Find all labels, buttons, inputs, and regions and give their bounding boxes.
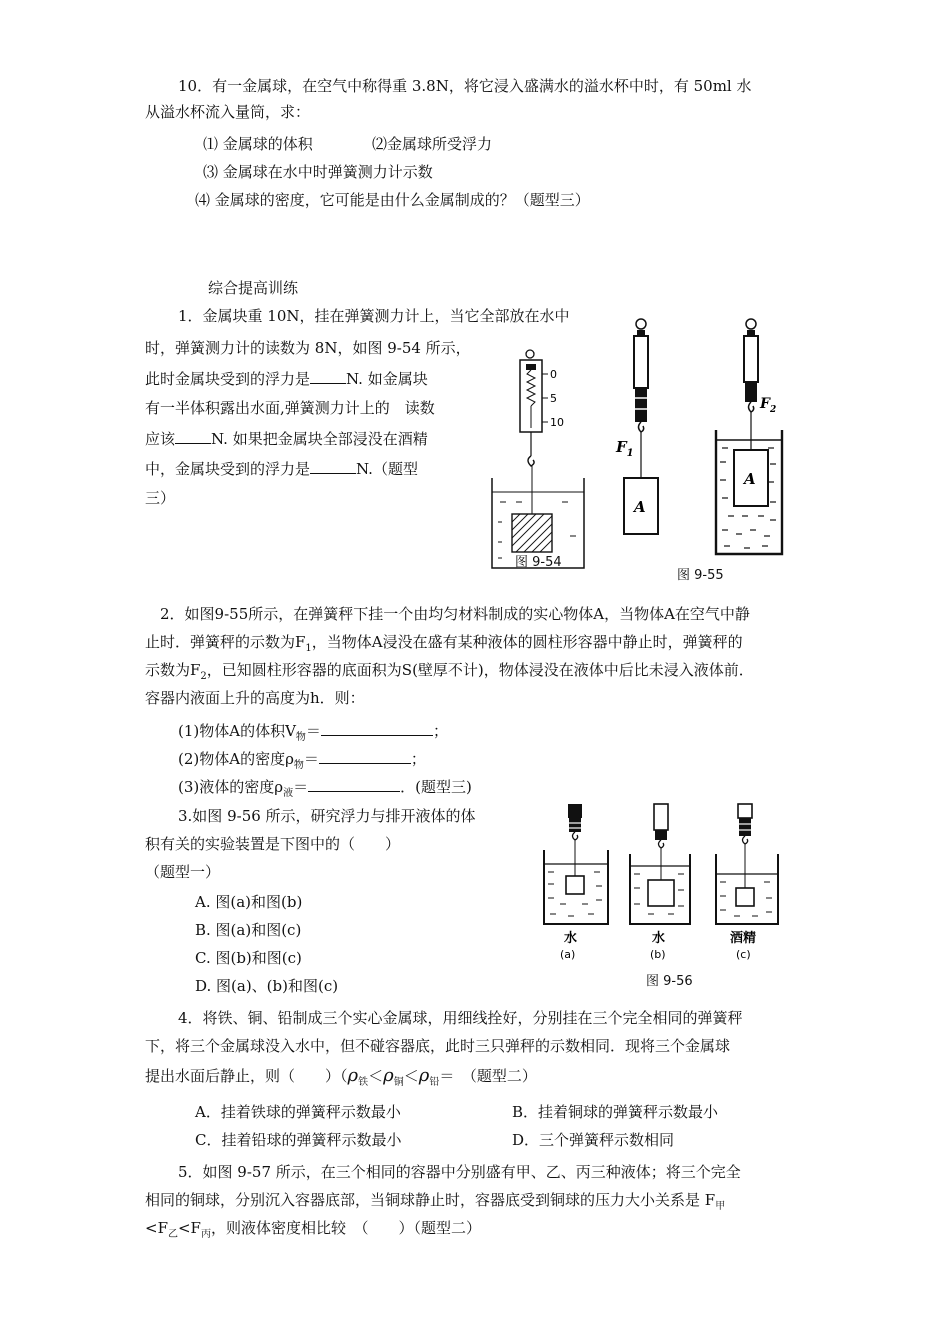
label-a: A bbox=[744, 470, 756, 488]
hook-icon bbox=[749, 402, 754, 412]
subscript: 铅 bbox=[429, 1077, 440, 1088]
q2-text: (1)物体A的体积V bbox=[178, 722, 296, 740]
q3-line-2: 积有关的实验装置是下图中的（ ） bbox=[145, 835, 401, 853]
label-f2: $F_2$ bbox=[760, 396, 777, 415]
scale-body bbox=[744, 336, 758, 382]
q2-sub-3 bbox=[178, 776, 472, 804]
figure-9-56 bbox=[538, 800, 788, 970]
answer-blank-3[interactable] bbox=[310, 458, 356, 474]
q1-text: N. 如果把金属块全部浸没在酒精 bbox=[211, 430, 428, 448]
rho-symbol: ρ bbox=[418, 1065, 430, 1086]
scale-body bbox=[634, 336, 648, 388]
q4-line-1: 4．将铁、铜、铅制成三个实心金属球，用细线拴好，分别挂在三个完全相同的弹簧秤 bbox=[178, 1009, 743, 1027]
less-than: ＜ bbox=[403, 1067, 419, 1085]
hook-icon bbox=[573, 832, 578, 840]
scale-tick-label: 0 bbox=[550, 368, 557, 381]
q3-line-3: （题型一） bbox=[145, 863, 221, 881]
q5-line-1: 5．如图 9-57 所示，在三个相同的容器中分别盛有甲、乙、丙三种液体；将三个完全 bbox=[178, 1163, 741, 1181]
subscript: 液 bbox=[283, 788, 294, 799]
subscript: 物 bbox=[293, 760, 304, 771]
q4-option-a[interactable]: A．挂着铁球的弹簧秤示数最小 bbox=[195, 1103, 401, 1121]
subscript: 甲 bbox=[715, 1201, 726, 1212]
q5-text: ，则液体密度相比较 （ ）（题型二） bbox=[210, 1219, 481, 1237]
figure-9-54 bbox=[486, 346, 604, 572]
q1-line-2: 时，弹簧测力计的读数为 8N，如图 9-54 所示， bbox=[145, 339, 471, 357]
q2-line-3 bbox=[145, 660, 754, 687]
q1-text: N.（题型 bbox=[356, 460, 418, 478]
q2-line-1: 2．如图9-55所示，在弹簧秤下挂一个由均匀材料制成的实心物体A，当物体A在空气中静 bbox=[160, 605, 750, 623]
q4-text: （题型二） bbox=[469, 1067, 537, 1085]
q2-text: 示数为F bbox=[145, 661, 201, 679]
q10-line-1: 10．有一金属球，在空气中称得重 3.8N，将它浸入盛满水的溢水杯中时，有 50ml 水 bbox=[178, 77, 752, 95]
q10-sub-2: ⑵金属球所受浮力 bbox=[372, 135, 493, 153]
q4-text: 提出水面后静止，则（ ）（ bbox=[145, 1067, 348, 1085]
q5-text: <F bbox=[177, 1219, 201, 1237]
scale-ring bbox=[746, 319, 756, 329]
q2-text: ； bbox=[410, 750, 426, 768]
scale-tick-label: 10 bbox=[550, 416, 564, 429]
q1-line-6 bbox=[145, 458, 418, 479]
label-water-a: 水 bbox=[564, 931, 578, 946]
subscript: 1 bbox=[305, 643, 312, 654]
answer-blank-2[interactable] bbox=[175, 428, 211, 444]
q2-text: ＝ bbox=[303, 750, 319, 768]
sublabel-a: (a) bbox=[560, 948, 576, 961]
q1-text: 中，金属块受到的浮力是 bbox=[145, 460, 311, 478]
q2-text: (2)物体A的密度ρ bbox=[178, 750, 294, 768]
q4-option-b[interactable]: B．挂着铜球的弹簧秤示数最小 bbox=[512, 1103, 719, 1121]
q3-option-d[interactable]: D. 图(a)、(b)和图(c) bbox=[195, 977, 339, 995]
q2-sub-2 bbox=[178, 748, 426, 776]
figure-9-55-caption: 图 9-55 bbox=[677, 568, 724, 583]
q2-text: (3)液体的密度ρ bbox=[178, 778, 284, 796]
subscript: 物 bbox=[295, 732, 306, 743]
q3-option-b[interactable]: B. 图(a)和图(c) bbox=[195, 921, 302, 939]
answer-blank-1[interactable] bbox=[310, 368, 346, 384]
figure-9-54-caption: 图 9-54 bbox=[515, 555, 562, 570]
q1-line-5 bbox=[145, 428, 428, 449]
subscript: 丙 bbox=[200, 1229, 211, 1240]
rho-symbol: ρ bbox=[347, 1065, 359, 1086]
q5-line-2 bbox=[145, 1190, 725, 1217]
q2-text: ，当物体A浸没在盛有某种液体的圆柱形容器中静止时，弹簧秤的 bbox=[311, 633, 743, 651]
label-f1: $F_1$ bbox=[616, 438, 634, 459]
q2-text: ； bbox=[432, 722, 448, 740]
figure-9-56-caption: 图 9-56 bbox=[646, 974, 693, 989]
q1-text: 此时金属块受到的浮力是 bbox=[145, 370, 311, 388]
sublabel-c: (c) bbox=[736, 948, 751, 961]
q2-sub-1 bbox=[178, 720, 448, 748]
q4-option-d[interactable]: D．三个弹簧秤示数相同 bbox=[512, 1131, 675, 1149]
hook-icon bbox=[743, 836, 748, 844]
q10-sub-3: ⑶ 金属球在水中时弹簧测力计示数 bbox=[203, 163, 433, 181]
subscript: 铁 bbox=[358, 1077, 369, 1088]
answer-blank-density-liquid[interactable] bbox=[308, 776, 400, 792]
scale-spring bbox=[635, 388, 647, 422]
q1-text: N. 如金属块 bbox=[346, 370, 428, 388]
q3-option-a[interactable]: A. 图(a)和图(b) bbox=[195, 893, 303, 911]
q1-line-3 bbox=[145, 368, 428, 389]
spring-coil bbox=[527, 370, 535, 406]
q2-line-2 bbox=[145, 632, 743, 659]
scale-tick-label: 5 bbox=[550, 392, 557, 405]
figure-9-55 bbox=[608, 312, 788, 562]
q5-line-3 bbox=[145, 1218, 481, 1245]
beaker-a bbox=[544, 804, 608, 924]
q1-line-1: 1．金属块重 10N，挂在弹簧测力计上，当它全部放在水中 bbox=[178, 307, 570, 325]
q4-option-c[interactable]: C．挂着铅球的弹簧秤示数最小 bbox=[195, 1131, 402, 1149]
q5-text: 相同的铜球，分别沉入容器底部，当铜球静止时，容器底受到铜球的压力大小关系是 F bbox=[145, 1191, 716, 1209]
q4-line-2: 下，将三个金属球没入水中，但不碰容器底，此时三只弹秤的示数相同．现将三个金属球 bbox=[145, 1037, 731, 1055]
q4-line-3 bbox=[145, 1066, 537, 1093]
q5-text: <F bbox=[145, 1219, 168, 1237]
label-a: A bbox=[634, 498, 646, 516]
answer-blank-volume[interactable] bbox=[321, 720, 433, 736]
rho-symbol: ρ bbox=[383, 1065, 394, 1086]
q10-sub-1: ⑴ 金属球的体积 bbox=[203, 135, 313, 153]
less-than: ＜ bbox=[368, 1067, 384, 1085]
section-title: 综合提高训练 bbox=[208, 279, 299, 297]
q3-option-c[interactable]: C. 图(b)和图(c) bbox=[195, 949, 302, 967]
q2-text: ．(题型三) bbox=[400, 778, 472, 796]
q2-text: 止时．弹簧秤的示数为F bbox=[145, 633, 306, 651]
q1-text: 应该 bbox=[145, 430, 176, 448]
sublabel-b: (b) bbox=[650, 948, 666, 961]
subscript: 乙 bbox=[167, 1229, 178, 1240]
q3-line-1: 3.如图 9-56 所示，研究浮力与排开液体的体 bbox=[178, 807, 476, 825]
subscript: 2 bbox=[200, 671, 207, 682]
scale-top-cap bbox=[526, 364, 536, 370]
q2-text: ，已知圆柱形容器的底面积为S(壁厚不计)，物体浸没在液体中后比未浸入液体前． bbox=[206, 661, 754, 679]
q10-line-2: 从溢水杯流入量筒，求： bbox=[145, 103, 311, 121]
hook-icon bbox=[528, 456, 534, 466]
beaker-c bbox=[716, 804, 778, 924]
answer-blank-density-object[interactable] bbox=[319, 748, 411, 764]
subscript: 铜 bbox=[393, 1077, 404, 1088]
q2-text: ＝ bbox=[293, 778, 309, 796]
q1-line-4: 有一半体积露出水面,弹簧测力计上的 读数 bbox=[145, 399, 435, 417]
q2-text: ＝ bbox=[305, 722, 321, 740]
scale-ring bbox=[526, 350, 534, 358]
beaker-b bbox=[630, 804, 690, 924]
q10-sub-4: ⑷ 金属球的密度，它可能是由什么金属制成的？（题型三） bbox=[195, 191, 590, 209]
scale-spring bbox=[745, 382, 757, 402]
q1-line-7: 三） bbox=[145, 489, 176, 507]
label-alcohol-c: 酒精 bbox=[730, 931, 757, 946]
q2-line-4: 容器内液面上升的高度为h．则： bbox=[145, 689, 365, 707]
scale-ring bbox=[636, 319, 646, 329]
hook-icon bbox=[639, 422, 644, 432]
hook-icon bbox=[659, 840, 664, 848]
label-water-b: 水 bbox=[652, 931, 666, 946]
equals: ＝ bbox=[439, 1067, 455, 1085]
